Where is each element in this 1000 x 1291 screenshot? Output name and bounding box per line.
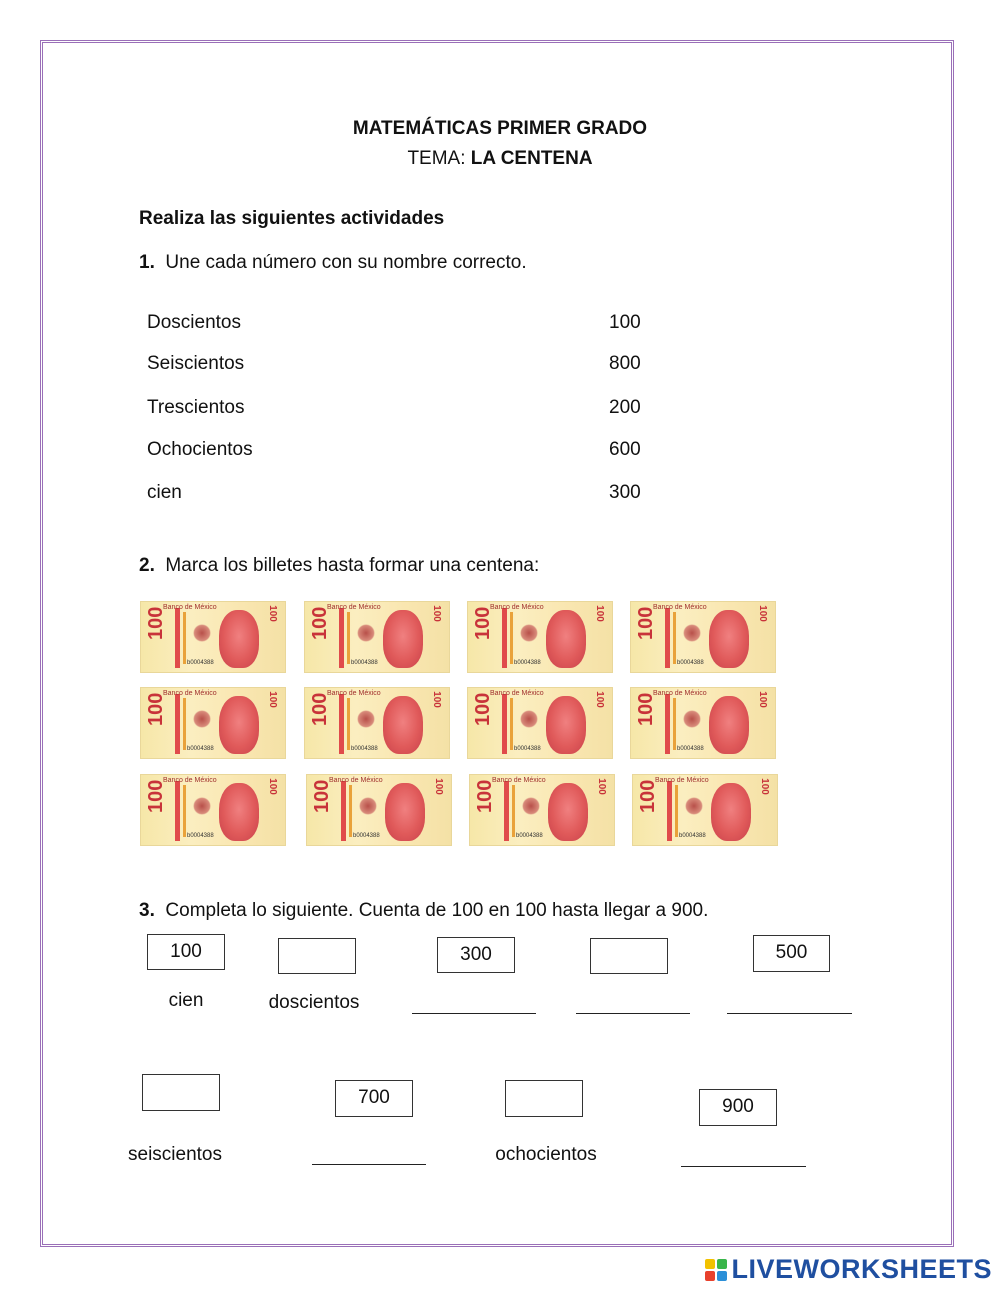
count-label: doscientos xyxy=(268,992,360,1013)
portrait-icon xyxy=(709,696,749,754)
denomination: 100 xyxy=(311,779,333,813)
denomination: 100 xyxy=(145,692,167,726)
banknote-100[interactable] xyxy=(306,774,452,846)
denomination-small: 100 xyxy=(267,691,279,708)
bank-name: Banco de México xyxy=(327,690,381,697)
denomination: 100 xyxy=(472,606,494,640)
q1-name: Trescientos xyxy=(147,397,245,418)
portrait-icon xyxy=(711,783,751,841)
answer-blank[interactable] xyxy=(576,1012,690,1014)
eagle-emblem-icon xyxy=(357,710,375,728)
bank-name: Banco de México xyxy=(327,604,381,611)
q2-number: 2. xyxy=(139,555,155,576)
logo-square xyxy=(705,1259,715,1269)
denomination: 100 xyxy=(309,692,331,726)
portrait-icon xyxy=(385,783,425,841)
topic-line xyxy=(0,148,1000,170)
banknote-100[interactable] xyxy=(140,601,286,673)
serial-number: b0004388 xyxy=(351,660,378,666)
bank-name: Banco de México xyxy=(329,777,383,784)
eagle-emblem-icon xyxy=(359,797,377,815)
page-title: MATEMÁTICAS PRIMER GRADO xyxy=(352,118,648,139)
eagle-emblem-icon xyxy=(520,624,538,642)
banknote-100[interactable] xyxy=(469,774,615,846)
q3-text: Completa lo siguiente. Cuenta de 100 en 100 hasta llegar a 900. xyxy=(165,900,709,921)
q1-name: Ochocientos xyxy=(147,439,253,460)
banknote-100[interactable] xyxy=(467,601,613,673)
portrait-icon xyxy=(219,696,259,754)
portrait-icon xyxy=(383,610,423,668)
count-label: cien xyxy=(168,990,204,1011)
q2-text: Marca los billetes hasta formar una centena: xyxy=(165,555,540,576)
denomination: 100 xyxy=(635,692,657,726)
logo-square xyxy=(717,1259,727,1269)
denomination-small: 100 xyxy=(594,605,606,622)
count-label: seiscientos xyxy=(128,1144,222,1165)
bank-name: Banco de México xyxy=(163,777,217,784)
denomination-small: 100 xyxy=(594,691,606,708)
count-box[interactable] xyxy=(590,938,668,974)
topic-value: LA CENTENA xyxy=(470,148,593,169)
answer-blank[interactable] xyxy=(727,1012,852,1014)
denomination-small: 100 xyxy=(433,778,445,795)
portrait-icon xyxy=(548,783,588,841)
denomination: 100 xyxy=(472,692,494,726)
banknote-100[interactable] xyxy=(630,687,776,759)
q3-number: 3. xyxy=(139,900,155,921)
eagle-emblem-icon xyxy=(522,797,540,815)
denomination: 100 xyxy=(635,606,657,640)
eagle-emblem-icon xyxy=(357,624,375,642)
logo-square xyxy=(705,1271,715,1281)
serial-number: b0004388 xyxy=(187,833,214,839)
count-box[interactable]: 100 xyxy=(147,934,225,970)
portrait-icon xyxy=(546,696,586,754)
bank-name: Banco de México xyxy=(653,604,707,611)
serial-number: b0004388 xyxy=(677,660,704,666)
eagle-emblem-icon xyxy=(685,797,703,815)
count-box[interactable] xyxy=(278,938,356,974)
denomination-small: 100 xyxy=(759,778,771,795)
q1-name: Seiscientos xyxy=(147,353,245,374)
bank-name: Banco de México xyxy=(490,604,544,611)
denomination-small: 100 xyxy=(431,605,443,622)
portrait-icon xyxy=(219,783,259,841)
count-label: ochocientos xyxy=(495,1144,597,1165)
answer-blank[interactable] xyxy=(412,1012,536,1014)
liveworksheets-brand xyxy=(705,1254,992,1285)
serial-number: b0004388 xyxy=(187,660,214,666)
denomination-small: 100 xyxy=(431,691,443,708)
banknote-100[interactable] xyxy=(467,687,613,759)
serial-number: b0004388 xyxy=(514,746,541,752)
instructions: Realiza las siguientes actividades xyxy=(139,208,445,229)
liveworksheets-logo-icon xyxy=(705,1259,727,1281)
denomination-small: 100 xyxy=(596,778,608,795)
serial-number: b0004388 xyxy=(679,833,706,839)
count-box[interactable] xyxy=(505,1080,583,1117)
eagle-emblem-icon xyxy=(683,624,701,642)
banknote-100[interactable] xyxy=(140,774,286,846)
banknote-100[interactable] xyxy=(304,601,450,673)
serial-number: b0004388 xyxy=(353,833,380,839)
answer-blank[interactable] xyxy=(681,1165,806,1167)
eagle-emblem-icon xyxy=(683,710,701,728)
portrait-icon xyxy=(383,696,423,754)
count-box[interactable]: 500 xyxy=(753,935,830,972)
serial-number: b0004388 xyxy=(514,660,541,666)
q1-number-item[interactable]: 300 xyxy=(609,482,641,503)
eagle-emblem-icon xyxy=(193,624,211,642)
banknote-100[interactable] xyxy=(630,601,776,673)
q1-number: 1. xyxy=(139,252,155,273)
q1-heading xyxy=(139,252,527,274)
eagle-emblem-icon xyxy=(193,797,211,815)
q1-number-item[interactable]: 200 xyxy=(609,397,641,418)
brand-text: LIVEWORKSHEETS xyxy=(731,1254,992,1284)
topic-prefix: TEMA: xyxy=(407,148,471,169)
serial-number: b0004388 xyxy=(516,833,543,839)
portrait-icon xyxy=(709,610,749,668)
q1-name: Doscientos xyxy=(147,312,241,333)
answer-blank[interactable] xyxy=(312,1163,426,1165)
q1-number-item[interactable]: 100 xyxy=(609,312,641,333)
denomination: 100 xyxy=(637,779,659,813)
bank-name: Banco de México xyxy=(655,777,709,784)
q2-heading xyxy=(139,555,539,577)
q3-heading xyxy=(139,900,708,922)
serial-number: b0004388 xyxy=(351,746,378,752)
count-box[interactable] xyxy=(142,1074,220,1111)
bank-name: Banco de México xyxy=(163,690,217,697)
eagle-emblem-icon xyxy=(520,710,538,728)
denomination-small: 100 xyxy=(267,778,279,795)
count-box[interactable]: 900 xyxy=(699,1089,777,1126)
bank-name: Banco de México xyxy=(490,690,544,697)
count-box[interactable]: 300 xyxy=(437,937,515,973)
denomination: 100 xyxy=(474,779,496,813)
denomination: 100 xyxy=(145,779,167,813)
denomination-small: 100 xyxy=(757,691,769,708)
denomination: 100 xyxy=(145,606,167,640)
bank-name: Banco de México xyxy=(163,604,217,611)
logo-square xyxy=(717,1271,727,1281)
q1-number-item[interactable]: 600 xyxy=(609,439,641,460)
portrait-icon xyxy=(219,610,259,668)
portrait-icon xyxy=(546,610,586,668)
denomination-small: 100 xyxy=(267,605,279,622)
banknote-100[interactable] xyxy=(632,774,778,846)
denomination-small: 100 xyxy=(757,605,769,622)
count-box[interactable]: 700 xyxy=(335,1080,413,1117)
q1-name: cien xyxy=(147,482,182,503)
serial-number: b0004388 xyxy=(677,746,704,752)
serial-number: b0004388 xyxy=(187,746,214,752)
q1-text: Une cada número con su nombre correcto. xyxy=(165,252,527,273)
bank-name: Banco de México xyxy=(492,777,546,784)
denomination: 100 xyxy=(309,606,331,640)
banknote-100[interactable] xyxy=(140,687,286,759)
q1-number-item[interactable]: 800 xyxy=(609,353,641,374)
bank-name: Banco de México xyxy=(653,690,707,697)
banknote-100[interactable] xyxy=(304,687,450,759)
eagle-emblem-icon xyxy=(193,710,211,728)
